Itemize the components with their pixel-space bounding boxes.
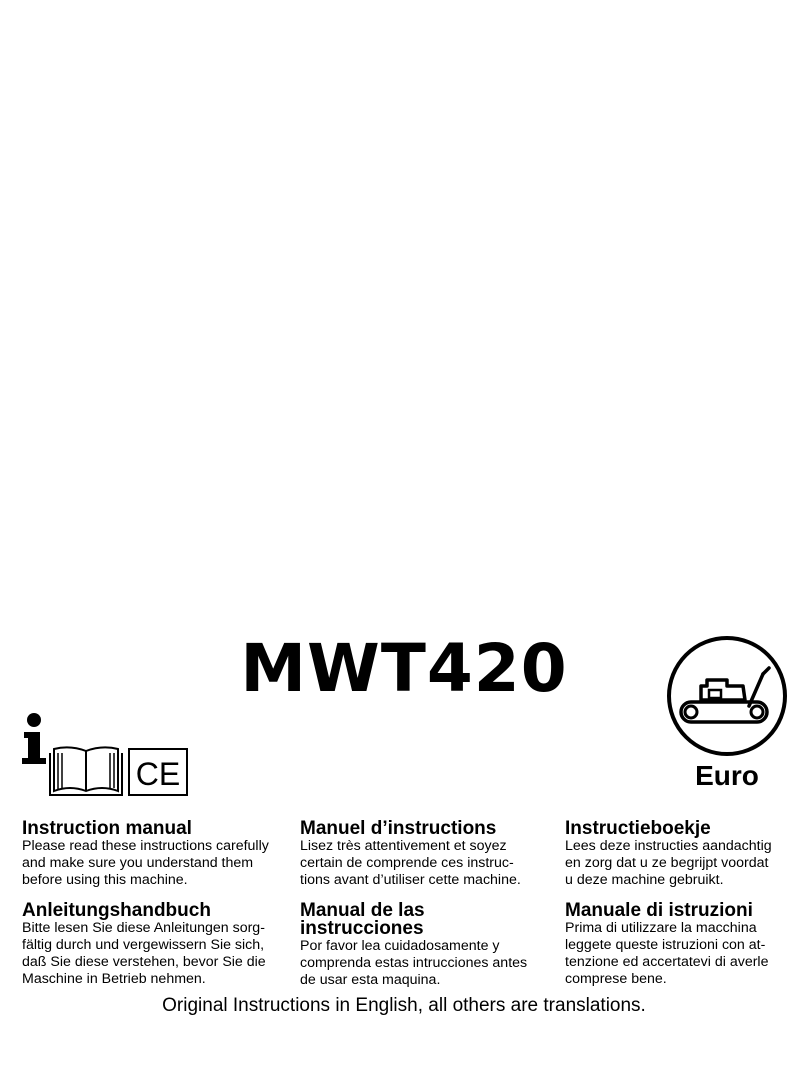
section-instruction-manual [22, 820, 269, 889]
ce-mark-icon [128, 748, 188, 796]
euro-label: Euro [695, 760, 759, 791]
section-anleitungshandbuch [22, 902, 266, 988]
section-title: Instruction manual [22, 818, 192, 839]
section-body: Lisez très attentivement et soyez certain de comprende ces instruc- tions avant d’utiliser cette machine. [300, 838, 521, 888]
open-book-icon [48, 745, 124, 797]
section-title: Anleitungshandbuch [22, 900, 211, 921]
section-title: Manuel d’instructions [300, 818, 497, 839]
section-manuel-instructions [300, 820, 521, 889]
ce-mark-text: CE [135, 756, 181, 792]
translation-note: Original Instructions in English, all others are translations. [162, 995, 646, 1016]
section-title: Instructieboekje [565, 818, 711, 839]
model-title: MWT420 [240, 630, 568, 707]
machine-icon [665, 634, 789, 758]
section-manuale-di-istruzioni [565, 902, 768, 988]
section-body: Por favor lea cuidadosamente y comprenda estas intrucciones antes de usar esta maquina. [300, 938, 528, 988]
section-body: Lees deze instructies aandachtig en zorg dat u ze begrijpt voordat u deze machine gebruikt. [565, 838, 772, 888]
section-title: Manuale di istruzioni [565, 900, 753, 921]
section-instructieboekje [565, 820, 772, 889]
section-manual-de-las-instrucciones [300, 902, 527, 989]
section-body: Prima di utilizzare la macchina leggete queste istruzioni con at- tenzione ed accertatevi di averle comprese bene. [565, 920, 769, 987]
section-body: Bitte lesen Sie diese Anleitungen sorg- fältig durch und vergewissern Sie sich, daß Sie diese verstehen, bevor Sie die Maschine in Betrieb nehmen. [22, 920, 266, 987]
section-body: Please read these instructions carefully and make sure you understand them before using this machine. [22, 838, 269, 888]
section-title: Manual de las instrucciones [300, 900, 425, 939]
